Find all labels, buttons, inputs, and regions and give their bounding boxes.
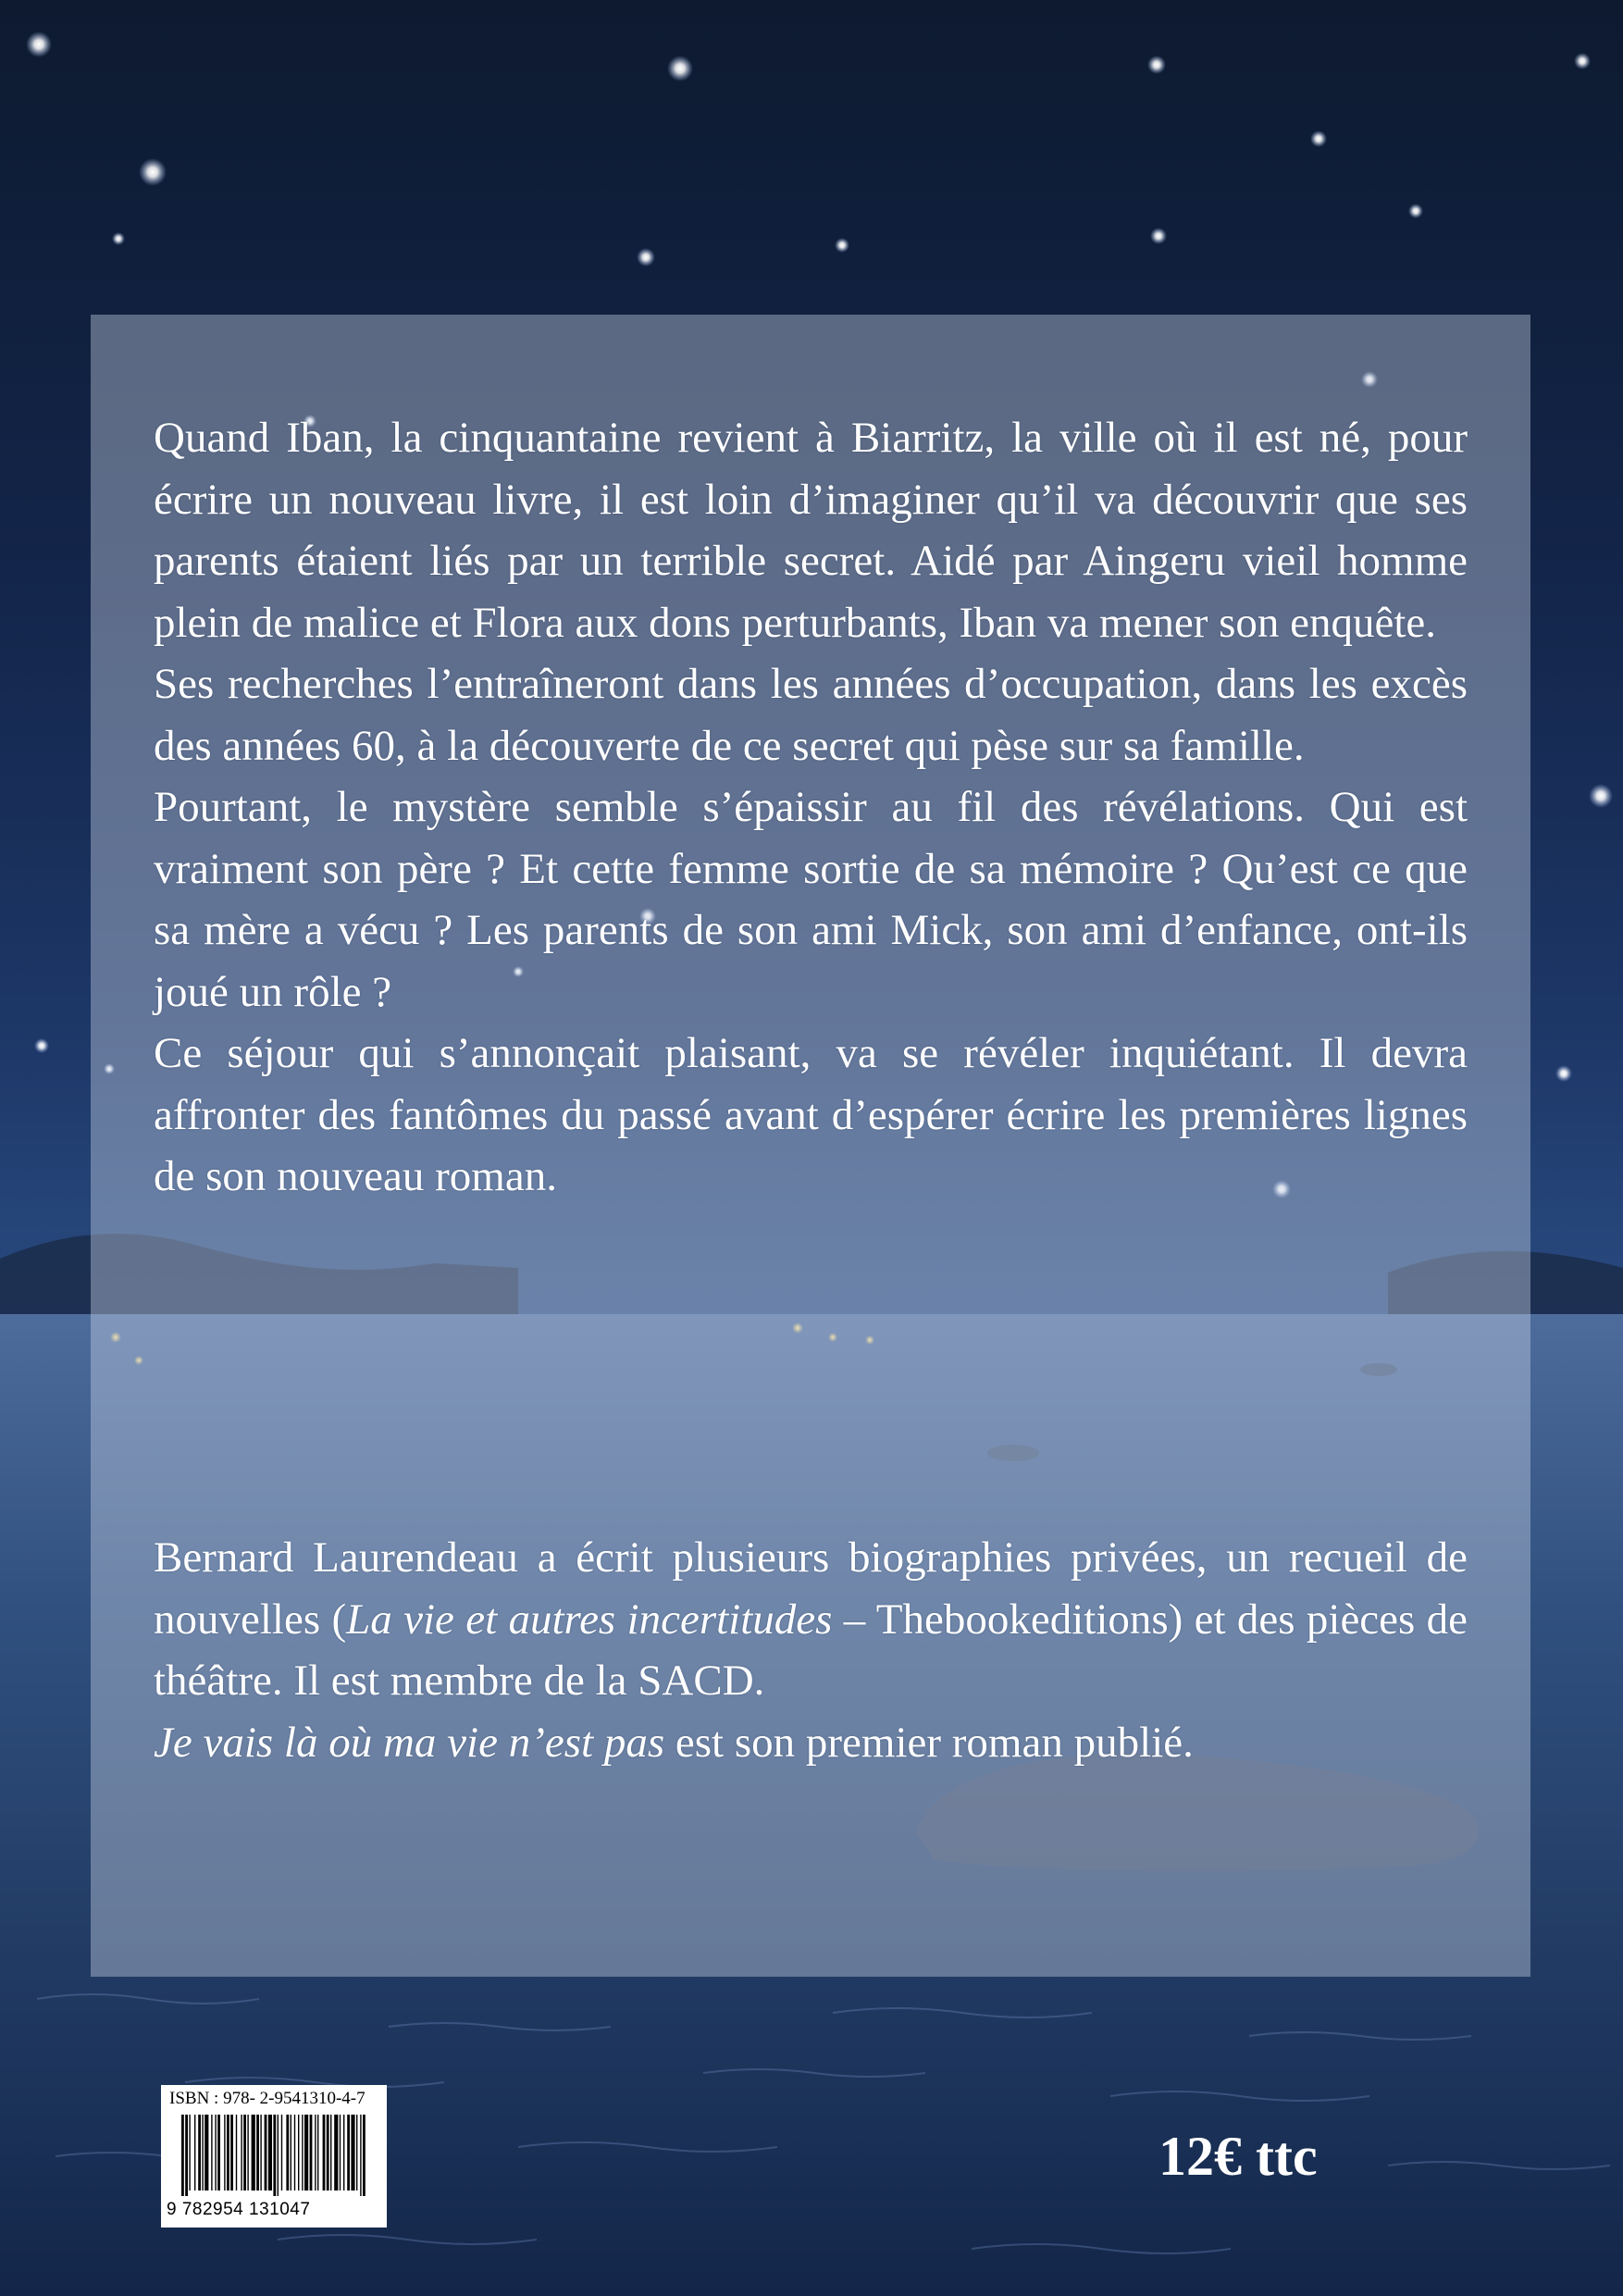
barcode-bar [256,2115,259,2191]
barcode-bar [273,2115,276,2196]
barcode-bar [260,2115,261,2191]
barcode-bar [211,2115,212,2191]
barcode-bar [268,2115,272,2191]
text-panel [91,315,1530,1977]
barcode-digits: 9 782954 131047 [167,2200,311,2219]
collection-title: La vie et autres incertitudes [346,1595,833,1644]
bio-text: Bernard Laurendeau a écrit plusieurs biographies privées, un recueil de nouvelles ( [154,1533,1468,1644]
barcode-bar [356,2115,357,2191]
bio-text: est son premier roman publié. [664,1718,1194,1767]
barcode-bar [334,2115,338,2191]
barcode-bar [236,2115,237,2191]
barcode-bar [347,2115,350,2191]
barcode-bar [230,2115,233,2191]
barcode-bar [304,2115,308,2191]
blurb-line: Pourtant, le mystère semble s’épaissir au fil des révélations. Qui est vraiment son père ? Et cette femme sortie de sa mémoire ? Qu’est ce que sa mère a vécu ? Les parents de son ami Mick, son ami d’enfance, ont-ils joué un rôle ? [154,783,1468,1016]
barcode-bar [198,2115,201,2191]
blurb-line: Quand Iban, la cinquantaine revient à Biarritz, la ville où il est né, pour écrire un nouveau livre, il est loin d’imaginer qu’il va découvrir que ses parents étaient liés par un terrible secret. Aidé par Aingeru vieil homme plein de malice et Flora aux dons perturbants, Iban va mener son enquête. [154,414,1468,647]
isbn-number: ISBN : 978- 2-9541310-4-7 [169,2089,365,2108]
barcode-bar [281,2115,282,2191]
barcode-bar [323,2115,326,2191]
barcode [181,2115,366,2196]
barcode-bar [181,2115,184,2196]
barcode-bar [215,2115,216,2191]
barcode-bar [286,2115,289,2191]
barcode-bar [194,2115,195,2191]
barcode-bar [310,2115,313,2191]
barcode-bar [204,2115,208,2191]
barcode-bar [265,2115,267,2191]
barcode-bar [241,2115,242,2191]
barcode-bar [247,2115,248,2191]
barcode-bar [343,2115,344,2191]
barcode-label [161,2085,387,2228]
barcode-bar [298,2115,299,2191]
barcode-bar [294,2115,295,2191]
barcode-bar [202,2115,203,2191]
price: 12€ ttc [1158,2126,1318,2187]
blurb-line: Ce séjour qui s’annonçait plaisant, va se révéler inquiétant. Il devra affronter des fantômes du passé avant d’espérer écrire les premières lignes de son nouveau roman. [154,1029,1468,1200]
barcode-bar [351,2115,354,2191]
barcode-bar [224,2115,225,2191]
barcode-bar [360,2115,361,2196]
bio-text: – Thebookeditions) et des pièces de théâtre. Il est membre de la SACD. [154,1595,1468,1705]
blurb-line: Ses recherches l’entraîneront dans les années d’occupation, dans les excès des années 60, à la découverte de ce secret qui pèse sur sa famille. [154,660,1468,770]
barcode-bar [243,2115,246,2191]
barcode-bar [189,2115,190,2191]
barcode-bar [227,2115,229,2191]
barcode-bar [252,2115,255,2191]
barcode-bar [217,2115,220,2191]
barcode-bar [330,2115,331,2191]
barcode-bar [315,2115,316,2191]
barcode-bar [340,2115,341,2191]
barcode-bar [185,2115,188,2196]
barcode-bar [363,2115,365,2196]
book-blurb [154,407,1468,1208]
barcode-bar [317,2115,318,2191]
author-bio [154,1527,1468,1773]
barcode-bar [327,2115,329,2191]
novel-title: Je vais là où ma vie n’est pas [154,1718,665,1767]
barcode-bar [302,2115,303,2191]
barcode-bar [278,2115,279,2196]
